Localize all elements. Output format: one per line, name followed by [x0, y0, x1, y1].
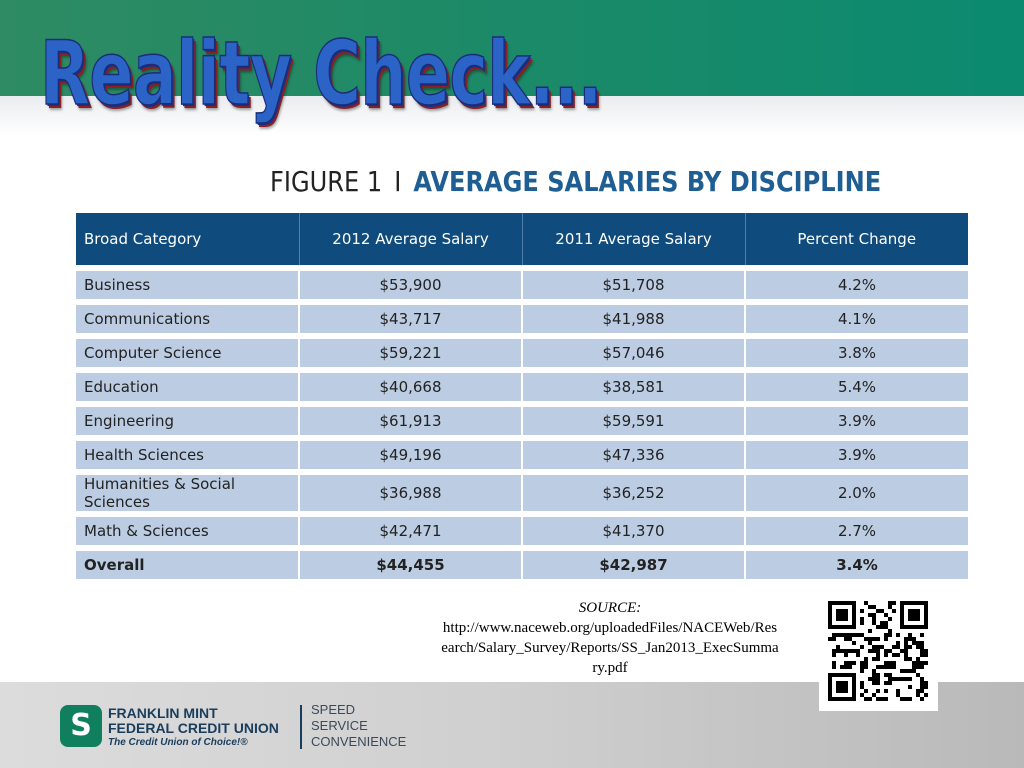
- salary-2011-cell: $38,581: [522, 370, 745, 404]
- category-cell: Computer Science: [76, 336, 299, 370]
- salary-2011-cell: $41,988: [522, 302, 745, 336]
- table-row: [76, 514, 968, 548]
- figure-separator: I: [394, 165, 402, 198]
- salary-2011-cell: $59,591: [522, 404, 745, 438]
- salary-table: [76, 213, 968, 579]
- salary-2011-cell: $51,708: [522, 268, 745, 302]
- percent-change-cell: 3.8%: [745, 336, 968, 370]
- category-cell: Health Sciences: [76, 438, 299, 472]
- slide-title: Reality Check...: [40, 22, 602, 125]
- percent-change-cell: 3.9%: [745, 404, 968, 438]
- category-cell: Overall: [76, 548, 299, 579]
- org-name-line1: FRANKLIN MINT: [108, 705, 218, 721]
- table-row: [76, 268, 968, 302]
- qr-code-icon: [819, 592, 938, 711]
- salary-2012-cell: $36,988: [299, 472, 522, 514]
- qr-code: [819, 592, 938, 711]
- percent-change-cell: 2.0%: [745, 472, 968, 514]
- table-row: [76, 472, 968, 514]
- salary-2012-cell: $53,900: [299, 268, 522, 302]
- percent-change-cell: 3.4%: [745, 548, 968, 579]
- table-row-overall: [76, 548, 968, 579]
- slogan-line: SPEED: [311, 702, 356, 717]
- category-cell: Education: [76, 370, 299, 404]
- percent-change-cell: 2.7%: [745, 514, 968, 548]
- table-row: [76, 370, 968, 404]
- slogan-line: SERVICE: [311, 718, 368, 733]
- org-tagline: The Credit Union of Choice!®: [108, 737, 248, 748]
- percent-change-cell: 3.9%: [745, 438, 968, 472]
- salary-2012-cell: $43,717: [299, 302, 522, 336]
- credit-union-name: [108, 706, 279, 749]
- percent-change-cell: 4.2%: [745, 268, 968, 302]
- credit-union-logo-icon: S: [60, 705, 102, 747]
- source-citation: [440, 598, 780, 678]
- salary-2012-cell: $59,221: [299, 336, 522, 370]
- salary-2011-cell: $42,987: [522, 548, 745, 579]
- source-label: SOURCE:: [578, 600, 642, 616]
- category-cell: Humanities & Social Sciences: [76, 472, 299, 514]
- category-cell: Communications: [76, 302, 299, 336]
- figure-title: AVERAGE SALARIES BY DISCIPLINE: [413, 165, 882, 198]
- percent-change-cell: 5.4%: [745, 370, 968, 404]
- table-row: [76, 438, 968, 472]
- footer-divider: [300, 705, 302, 749]
- salary-2011-cell: $36,252: [522, 472, 745, 514]
- table-row: [76, 336, 968, 370]
- salary-2012-cell: $42,471: [299, 514, 522, 548]
- source-url: http://www.naceweb.org/uploadedFiles/NACEWeb/Research/Salary_Survey/Reports/SS_Jan2013_ExecSummary.pdf: [441, 620, 779, 676]
- salary-2012-cell: $61,913: [299, 404, 522, 438]
- slogan-line: CONVENIENCE: [311, 734, 407, 749]
- header-percent-change: Percent Change: [745, 213, 968, 268]
- header-broad-category: Broad Category: [76, 213, 299, 268]
- salary-2011-cell: $57,046: [522, 336, 745, 370]
- table-row: [76, 404, 968, 438]
- table-header-row: [76, 213, 968, 268]
- category-cell: Engineering: [76, 404, 299, 438]
- figure-label: FIGURE 1: [270, 165, 383, 198]
- category-cell: Math & Sciences: [76, 514, 299, 548]
- header-2011-salary: 2011 Average Salary: [522, 213, 745, 268]
- table-row: [76, 302, 968, 336]
- percent-change-cell: 4.1%: [745, 302, 968, 336]
- org-name-line2: FEDERAL CREDIT UNION: [108, 720, 279, 736]
- salary-2012-cell: $49,196: [299, 438, 522, 472]
- figure-caption: [270, 162, 881, 202]
- salary-2012-cell: $40,668: [299, 370, 522, 404]
- salary-2011-cell: $47,336: [522, 438, 745, 472]
- salary-2011-cell: $41,370: [522, 514, 745, 548]
- category-cell: Business: [76, 268, 299, 302]
- salary-2012-cell: $44,455: [299, 548, 522, 579]
- header-2012-salary: 2012 Average Salary: [299, 213, 522, 268]
- footer-slogan: [311, 702, 406, 750]
